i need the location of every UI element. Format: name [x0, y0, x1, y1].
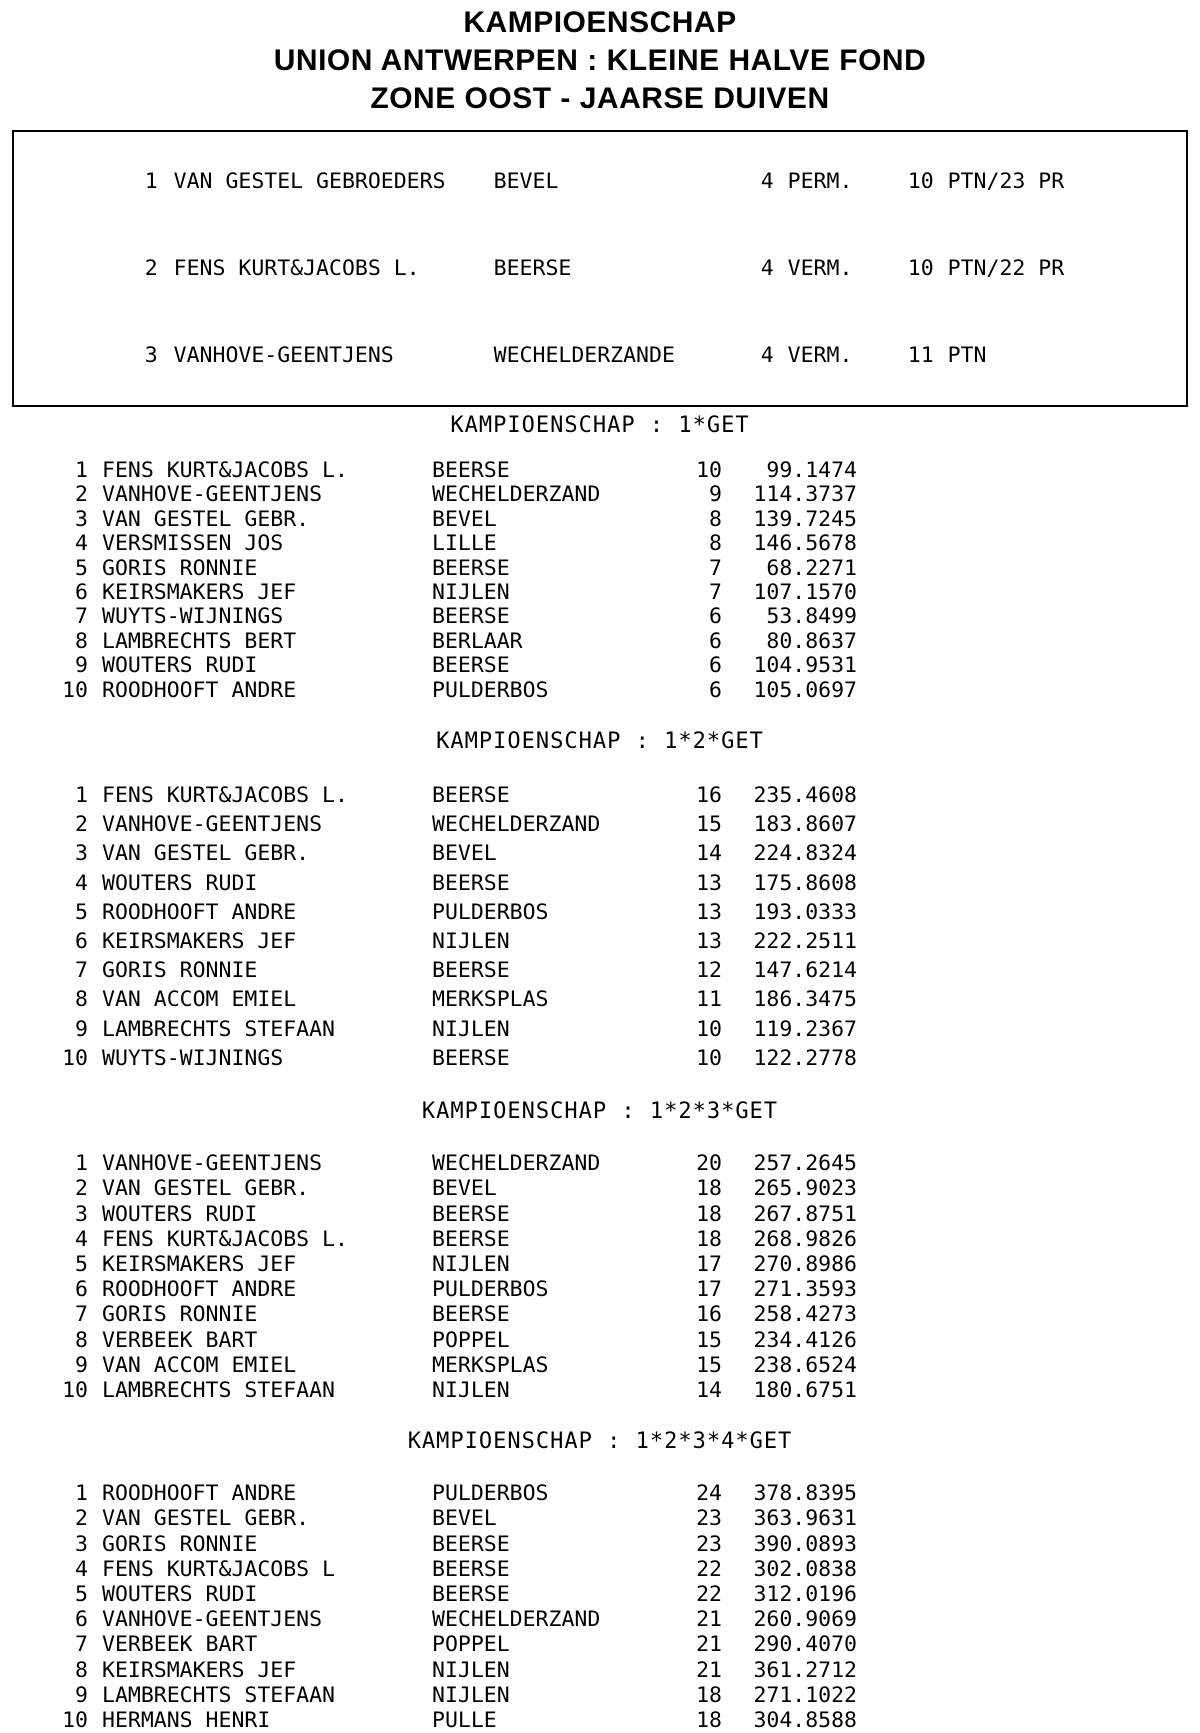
row-count: 13: [696, 929, 722, 955]
table-row: [0, 927, 1200, 956]
row-count: 16: [696, 783, 722, 809]
row-coefficient: 235.4608: [753, 783, 857, 809]
row-club: WECHELDERZAND: [432, 482, 601, 508]
row-name: GORIS RONNIE: [102, 958, 258, 984]
table-row: [0, 483, 1200, 507]
row-count: 6: [709, 677, 722, 703]
row-club: PULDERBOS: [432, 899, 549, 925]
row-coefficient: 257.2645: [753, 1151, 857, 1177]
row-count: 13: [696, 870, 722, 896]
table-row: [0, 1506, 1200, 1531]
row-count: 22: [696, 1581, 722, 1607]
row-rank: 1: [75, 783, 88, 809]
row-coefficient: 302.0838: [753, 1556, 857, 1582]
title-line-2: UNION ANTWERPEN : KLEINE HALVE FOND: [273, 44, 927, 77]
row-rank: 2: [75, 482, 88, 508]
row-count: 8: [709, 506, 722, 532]
row-coefficient: 147.6214: [753, 958, 857, 984]
podium-club: BEERSE: [493, 256, 572, 281]
table-row: [0, 1632, 1200, 1657]
row-count: 12: [696, 958, 722, 984]
row-name: FENS KURT&JACOBS L: [102, 1556, 335, 1582]
row-count: 18: [696, 1682, 722, 1708]
table-row: [0, 1353, 1200, 1378]
row-count: 11: [696, 987, 722, 1013]
row-club: BEERSE: [432, 1302, 510, 1328]
table-row: [0, 532, 1200, 556]
row-club: BEERSE: [432, 958, 510, 984]
table-row: [0, 1481, 1200, 1506]
table-row: [0, 605, 1200, 629]
row-club: WECHELDERZAND: [432, 812, 601, 838]
title-line-3: ZONE OOST - JAARSE DUIVEN: [370, 82, 830, 115]
row-name: VANHOVE-GEENTJENS: [102, 482, 323, 508]
title-line-1: KAMPIOENSCHAP: [463, 6, 737, 39]
row-club: PULLE: [432, 1707, 497, 1733]
row-coefficient: 271.1022: [753, 1682, 857, 1708]
table-row: [0, 1227, 1200, 1252]
podium-name: VAN GESTEL GEBROEDERS: [173, 169, 446, 194]
row-rank: 7: [75, 958, 88, 984]
row-club: NIJLEN: [432, 929, 510, 955]
row-name: KEIRSMAKERS JEF: [102, 1251, 297, 1277]
podium-name: VANHOVE-GEENTJENS: [173, 343, 394, 368]
row-coefficient: 304.8588: [753, 1707, 857, 1733]
table-row: [0, 956, 1200, 985]
table-row: [0, 898, 1200, 927]
table-row: [14, 138, 1186, 225]
table-row: [0, 1683, 1200, 1708]
table-row: [0, 1015, 1200, 1044]
row-count: 6: [709, 628, 722, 654]
row-club: BERLAAR: [432, 628, 523, 654]
row-coefficient: 180.6751: [753, 1377, 857, 1403]
row-count: 15: [696, 812, 722, 838]
row-count: 15: [696, 1352, 722, 1378]
row-name: VANHOVE-GEENTJENS: [102, 1151, 323, 1177]
row-name: WOUTERS RUDI: [102, 1581, 258, 1607]
row-coefficient: 122.2778: [753, 1045, 857, 1071]
results-table-1: [0, 459, 1200, 703]
row-coefficient: 290.4070: [753, 1632, 857, 1658]
row-rank: 2: [75, 1176, 88, 1202]
section-heading-4: KAMPIOENSCHAP : 1*2*3*4*GET: [407, 1429, 793, 1455]
row-rank: 10: [62, 1377, 88, 1403]
table-row: [0, 581, 1200, 605]
table-row: [0, 1277, 1200, 1302]
row-club: PULDERBOS: [432, 1481, 549, 1507]
row-coefficient: 146.5678: [753, 531, 857, 557]
row-rank: 8: [75, 987, 88, 1013]
page-title: [0, 0, 1200, 118]
table-row: [0, 1607, 1200, 1632]
table-row: [0, 557, 1200, 581]
row-coefficient: 260.9069: [753, 1607, 857, 1633]
row-rank: 9: [75, 1352, 88, 1378]
row-name: GORIS RONNIE: [102, 555, 258, 581]
section-heading-2: KAMPIOENSCHAP : 1*2*GET: [436, 729, 764, 755]
row-rank: 3: [75, 1201, 88, 1227]
table-row: [0, 1151, 1200, 1176]
results-table-3: [0, 1151, 1200, 1403]
row-club: NIJLEN: [432, 1016, 510, 1042]
row-coefficient: 270.8986: [753, 1251, 857, 1277]
row-rank: 3: [75, 841, 88, 867]
row-count: 24: [696, 1481, 722, 1507]
table-row: [0, 781, 1200, 810]
podium-count: 4: [760, 343, 774, 368]
row-club: MERKSPLAS: [432, 987, 549, 1013]
row-count: 7: [709, 555, 722, 581]
row-rank: 4: [75, 870, 88, 896]
row-name: WOUTERS RUDI: [102, 870, 258, 896]
row-name: VAN ACCOM EMIEL: [102, 987, 297, 1013]
row-count: 16: [696, 1302, 722, 1328]
table-row: [0, 1708, 1200, 1733]
row-club: MERKSPLAS: [432, 1352, 549, 1378]
row-coefficient: 107.1570: [753, 580, 857, 606]
podium-count: 4: [760, 169, 774, 194]
table-row: [0, 1044, 1200, 1073]
row-name: VAN GESTEL GEBR.: [102, 1176, 310, 1202]
row-coefficient: 105.0697: [753, 677, 857, 703]
row-rank: 5: [75, 1581, 88, 1607]
row-rank: 2: [75, 812, 88, 838]
podium-points-label: PTN/23 PR: [947, 169, 1065, 194]
row-rank: 9: [75, 1016, 88, 1042]
row-rank: 10: [62, 1045, 88, 1071]
row-club: WECHELDERZAND: [432, 1607, 601, 1633]
row-rank: 4: [75, 531, 88, 557]
row-count: 14: [696, 841, 722, 867]
row-count: 14: [696, 1377, 722, 1403]
row-name: WOUTERS RUDI: [102, 1201, 258, 1227]
row-name: GORIS RONNIE: [102, 1302, 258, 1328]
table-row: [0, 1176, 1200, 1201]
row-club: POPPEL: [432, 1632, 510, 1658]
row-coefficient: 390.0893: [753, 1531, 857, 1557]
row-rank: 3: [75, 506, 88, 532]
row-count: 18: [696, 1226, 722, 1252]
row-club: NIJLEN: [432, 1657, 510, 1683]
row-count: 17: [696, 1277, 722, 1303]
row-rank: 6: [75, 1277, 88, 1303]
row-club: BEERSE: [432, 555, 510, 581]
row-name: VAN GESTEL GEBR.: [102, 841, 310, 867]
row-name: HERMANS HENRI: [102, 1707, 271, 1733]
row-name: VANHOVE-GEENTJENS: [102, 812, 323, 838]
row-count: 20: [696, 1151, 722, 1177]
row-coefficient: 312.0196: [753, 1581, 857, 1607]
row-name: KEIRSMAKERS JEF: [102, 580, 297, 606]
row-count: 18: [696, 1201, 722, 1227]
row-name: VERBEEK BART: [102, 1327, 258, 1353]
row-count: 10: [696, 1045, 722, 1071]
row-rank: 1: [75, 1481, 88, 1507]
row-rank: 8: [75, 628, 88, 654]
row-coefficient: 234.4126: [753, 1327, 857, 1353]
podium-points: 11: [907, 343, 934, 368]
row-coefficient: 258.4273: [753, 1302, 857, 1328]
table-row: [0, 1582, 1200, 1607]
podium-name: FENS KURT&JACOBS L.: [173, 256, 420, 281]
podium-kind: VERM.: [787, 256, 853, 281]
podium-club: BEVEL: [493, 169, 559, 194]
row-club: BEERSE: [432, 870, 510, 896]
row-coefficient: 224.8324: [753, 841, 857, 867]
table-row: [0, 869, 1200, 898]
row-coefficient: 53.8499: [766, 604, 857, 630]
row-name: LAMBRECHTS BERT: [102, 628, 297, 654]
row-name: LAMBRECHTS STEFAAN: [102, 1377, 335, 1403]
table-row: [0, 839, 1200, 868]
table-row: [0, 508, 1200, 532]
row-coefficient: 363.9631: [753, 1506, 857, 1532]
row-name: WOUTERS RUDI: [102, 653, 258, 679]
podium-points: 10: [907, 169, 934, 194]
row-rank: 1: [75, 1151, 88, 1177]
row-count: 15: [696, 1327, 722, 1353]
table-row: [0, 459, 1200, 483]
row-rank: 5: [75, 555, 88, 581]
row-club: NIJLEN: [432, 1251, 510, 1277]
row-name: ROODHOOFT ANDRE: [102, 1481, 297, 1507]
table-row: [0, 1532, 1200, 1557]
row-club: BEERSE: [432, 604, 510, 630]
row-club: BEERSE: [432, 653, 510, 679]
row-club: BEERSE: [432, 1201, 510, 1227]
table-row: [0, 1378, 1200, 1403]
podium-kind: VERM.: [787, 343, 853, 368]
podium-points-label: PTN: [947, 343, 987, 368]
row-club: LILLE: [432, 531, 497, 557]
row-count: 10: [696, 458, 722, 483]
row-coefficient: 267.8751: [753, 1201, 857, 1227]
row-rank: 6: [75, 929, 88, 955]
section-heading-1: KAMPIOENSCHAP : 1*GET: [450, 413, 750, 438]
row-name: FENS KURT&JACOBS L.: [102, 783, 348, 809]
row-rank: 7: [75, 1302, 88, 1328]
row-rank: 9: [75, 653, 88, 679]
section-heading-3: KAMPIOENSCHAP : 1*2*3*GET: [421, 1099, 779, 1125]
podium-kind: PERM.: [787, 169, 853, 194]
row-rank: 8: [75, 1657, 88, 1683]
row-club: POPPEL: [432, 1327, 510, 1353]
row-name: LAMBRECHTS STEFAAN: [102, 1682, 335, 1708]
row-count: 6: [709, 604, 722, 630]
row-club: NIJLEN: [432, 580, 510, 606]
row-club: NIJLEN: [432, 1377, 510, 1403]
row-name: VANHOVE-GEENTJENS: [102, 1607, 323, 1633]
row-rank: 1: [75, 458, 88, 483]
row-name: VERBEEK BART: [102, 1632, 258, 1658]
row-rank: 9: [75, 1682, 88, 1708]
row-coefficient: 183.8607: [753, 812, 857, 838]
row-club: BEVEL: [432, 841, 497, 867]
row-name: FENS KURT&JACOBS L.: [102, 1226, 348, 1252]
row-coefficient: 361.2712: [753, 1657, 857, 1683]
table-row: [14, 225, 1186, 312]
podium-club: WECHELDERZANDE: [493, 343, 675, 368]
table-row: [0, 985, 1200, 1014]
row-coefficient: 378.8395: [753, 1481, 857, 1507]
row-name: VAN GESTEL GEBR.: [102, 1506, 310, 1532]
table-row: [0, 1202, 1200, 1227]
row-coefficient: 139.7245: [753, 506, 857, 532]
row-name: WUYTS-WIJNINGS: [102, 1045, 284, 1071]
row-coefficient: 80.8637: [766, 628, 857, 654]
row-count: 18: [696, 1176, 722, 1202]
row-rank: 3: [75, 1531, 88, 1557]
row-coefficient: 104.9531: [753, 653, 857, 679]
row-coefficient: 222.2511: [753, 929, 857, 955]
row-count: 17: [696, 1251, 722, 1277]
podium-points: 10: [907, 256, 934, 281]
row-rank: 8: [75, 1327, 88, 1353]
row-coefficient: 99.1474: [766, 458, 857, 483]
row-count: 8: [709, 531, 722, 557]
row-rank: 4: [75, 1556, 88, 1582]
row-count: 9: [709, 482, 722, 508]
row-rank: 10: [62, 1707, 88, 1733]
row-coefficient: 119.2367: [753, 1016, 857, 1042]
row-club: BEERSE: [432, 1226, 510, 1252]
row-coefficient: 238.6524: [753, 1352, 857, 1378]
row-coefficient: 265.9023: [753, 1176, 857, 1202]
row-club: BEERSE: [432, 1581, 510, 1607]
row-rank: 6: [75, 1607, 88, 1633]
table-row: [0, 810, 1200, 839]
table-row: [0, 1557, 1200, 1582]
row-count: 10: [696, 1016, 722, 1042]
row-name: WUYTS-WIJNINGS: [102, 604, 284, 630]
row-club: PULDERBOS: [432, 1277, 549, 1303]
podium-rank: 2: [144, 256, 158, 281]
row-coefficient: 114.3737: [753, 482, 857, 508]
row-count: 13: [696, 899, 722, 925]
row-count: 23: [696, 1506, 722, 1532]
row-rank: 7: [75, 1632, 88, 1658]
row-coefficient: 193.0333: [753, 899, 857, 925]
results-table-4: [0, 1481, 1200, 1733]
row-name: KEIRSMAKERS JEF: [102, 929, 297, 955]
table-row: [14, 312, 1186, 399]
row-club: BEERSE: [432, 1556, 510, 1582]
row-rank: 5: [75, 899, 88, 925]
row-club: WECHELDERZAND: [432, 1151, 601, 1177]
podium-points-label: PTN/22 PR: [947, 256, 1065, 281]
row-coefficient: 268.9826: [753, 1226, 857, 1252]
row-rank: 2: [75, 1506, 88, 1532]
row-club: PULDERBOS: [432, 677, 549, 703]
row-name: VAN ACCOM EMIEL: [102, 1352, 297, 1378]
row-name: ROODHOOFT ANDRE: [102, 899, 297, 925]
row-club: BEERSE: [432, 458, 510, 483]
row-club: BEERSE: [432, 1045, 510, 1071]
table-row: [0, 654, 1200, 678]
row-coefficient: 68.2271: [766, 555, 857, 581]
row-count: 23: [696, 1531, 722, 1557]
table-row: [0, 1658, 1200, 1683]
row-club: BEVEL: [432, 1176, 497, 1202]
row-count: 21: [696, 1657, 722, 1683]
row-name: KEIRSMAKERS JEF: [102, 1657, 297, 1683]
row-count: 6: [709, 653, 722, 679]
table-row: [0, 1302, 1200, 1327]
table-row: [0, 1252, 1200, 1277]
row-name: GORIS RONNIE: [102, 1531, 258, 1557]
row-rank: 7: [75, 604, 88, 630]
podium-rank: 3: [144, 343, 158, 368]
row-name: FENS KURT&JACOBS L.: [102, 458, 348, 483]
row-name: VAN GESTEL GEBR.: [102, 506, 310, 532]
table-row: [0, 630, 1200, 654]
row-count: 21: [696, 1607, 722, 1633]
row-count: 7: [709, 580, 722, 606]
results-table-2: [0, 781, 1200, 1073]
row-club: BEERSE: [432, 1531, 510, 1557]
row-coefficient: 175.8608: [753, 870, 857, 896]
row-rank: 6: [75, 580, 88, 606]
row-rank: 4: [75, 1226, 88, 1252]
podium-rank: 1: [144, 169, 158, 194]
row-count: 21: [696, 1632, 722, 1658]
row-name: ROODHOOFT ANDRE: [102, 677, 297, 703]
podium-box: [12, 130, 1188, 407]
row-count: 18: [696, 1707, 722, 1733]
row-club: BEVEL: [432, 506, 497, 532]
row-club: NIJLEN: [432, 1682, 510, 1708]
podium-count: 4: [760, 256, 774, 281]
row-coefficient: 186.3475: [753, 987, 857, 1013]
table-row: [0, 1328, 1200, 1353]
table-row: [0, 679, 1200, 703]
row-name: ROODHOOFT ANDRE: [102, 1277, 297, 1303]
row-name: VERSMISSEN JOS: [102, 531, 284, 557]
row-rank: 10: [62, 677, 88, 703]
row-count: 22: [696, 1556, 722, 1582]
row-club: BEVEL: [432, 1506, 497, 1532]
row-coefficient: 271.3593: [753, 1277, 857, 1303]
row-club: BEERSE: [432, 783, 510, 809]
row-rank: 5: [75, 1251, 88, 1277]
row-name: LAMBRECHTS STEFAAN: [102, 1016, 335, 1042]
